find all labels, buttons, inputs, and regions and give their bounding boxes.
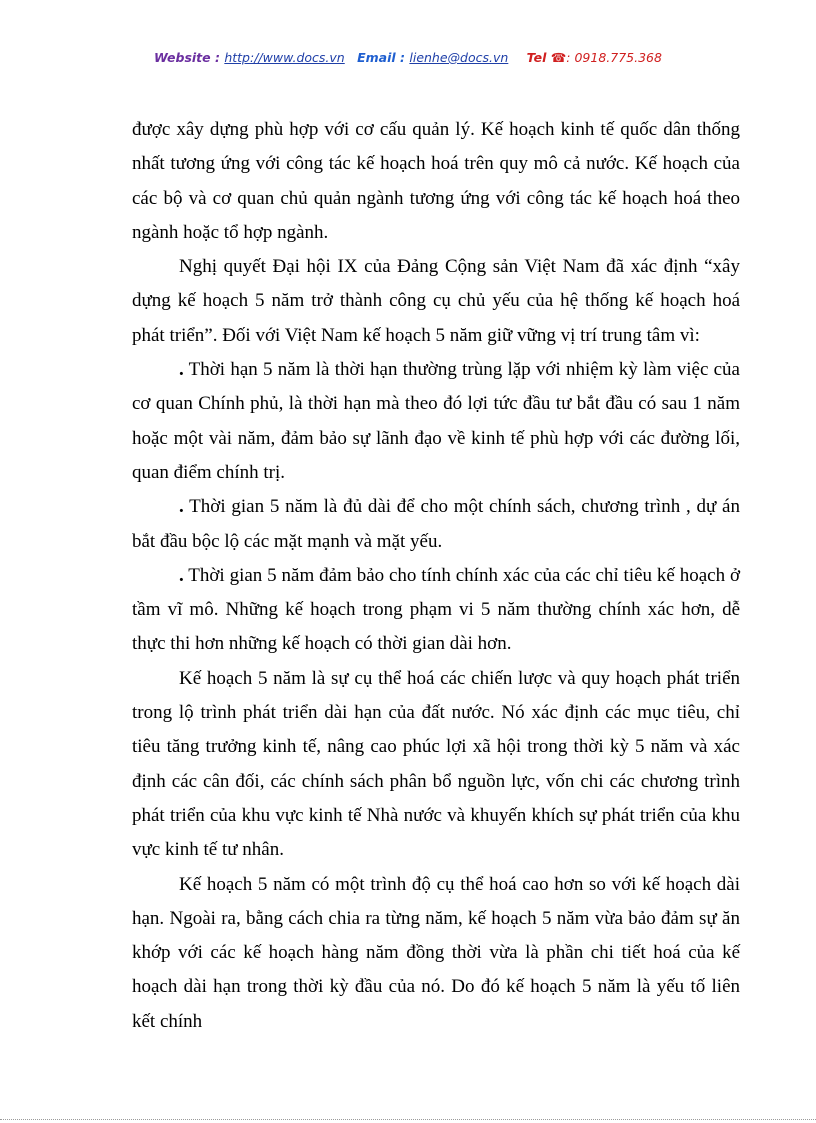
bullet-mark: . — [179, 496, 184, 518]
email-link[interactable]: lienhe@docs.vn — [409, 50, 509, 65]
bullet-item — [132, 490, 740, 559]
page-bottom-divider — [0, 1119, 816, 1120]
document-body — [132, 113, 740, 1039]
tel-number: : 0918.775.368 — [566, 50, 662, 65]
bullet-item — [132, 353, 740, 490]
tel-label: Tel — [526, 50, 551, 65]
page-header — [0, 50, 816, 65]
phone-icon: ☎ — [550, 50, 567, 65]
website-link[interactable]: http://www.docs.vn — [224, 50, 345, 65]
paragraph: Kế hoạch 5 năm là sự cụ thể hoá các chiến lược và quy hoạch phát triển trong lộ trình phát triển dài hạn của đất nước. Nó xác định các mục tiêu, chỉ tiêu tăng trưởng kinh tế, nâng cao phúc lợi xã hội trong thời kỳ 5 năm và xác định các cân đối, các chính sách phân bổ nguồn lực, vốn chi các chương trình phát triển của khu vực kinh tế Nhà nước và khuyến khích sự phát triển của khu vực kinh tế tư nhân. — [132, 667, 740, 861]
email-separator: : — [395, 50, 410, 65]
bullet-item — [132, 559, 740, 662]
website-label: Website : — [154, 50, 225, 65]
email-label: Email — [357, 50, 396, 65]
bullet-mark: . — [179, 564, 184, 586]
bullet-mark: . — [179, 359, 184, 381]
bullet-text: Thời hạn 5 năm là thời hạn thường trùng lặp với nhiệm kỳ làm việc của cơ quan Chính phủ, là thời hạn mà theo đó lợi tức đầu tư bắt đầu có sau 1 năm hoặc một vài năm, đảm bảo sự lãnh đạo về kinh tế phù hợp với các đường lối, quan điểm chính trị. — [132, 359, 740, 483]
bullet-text: Thời gian 5 năm đảm bảo cho tính chính xác của các chỉ tiêu kế hoạch ở tầm vĩ mô. Những kế hoạch trong phạm vi 5 năm thường chính xác hơn, dễ thực thi hơn những kế hoạch có thời gian dài hơn. — [132, 564, 740, 655]
bullet-text: Thời gian 5 năm là đủ dài để cho một chính sách, chương trình , dự án bắt đầu bộc lộ các mặt mạnh và mặt yếu. — [132, 496, 740, 552]
paragraph-continuation: được xây dựng phù hợp với cơ cấu quản lý. Kế hoạch kinh tế quốc dân thống nhất tương ứng với công tác kế hoạch hoá trên quy mô cả nước. Kế hoạch của các bộ và cơ quan chủ quản ngành tương ứng với công tác kế hoạch hoá theo ngành hoặc tổ hợp ngành. — [132, 119, 740, 243]
paragraph: Kế hoạch 5 năm có một trình độ cụ thể hoá cao hơn so với kế hoạch dài hạn. Ngoài ra, bằng cách chia ra từng năm, kế hoạch 5 năm vừa bảo đảm sự ăn khớp với các kế hoạch hàng năm đồng thời vừa là phần chi tiết hoá của kế hoạch dài hạn trong thời kỳ đầu của nó. Do đó kế hoạch 5 năm là yếu tố liên kết chính — [132, 873, 740, 1032]
paragraph: Nghị quyết Đại hội IX của Đảng Cộng sản Việt Nam đã xác định “xây dựng kế hoạch 5 năm trở thành công cụ chủ yếu của hệ thống kế hoạch hoá phát triển”. Đối với Việt Nam kế hoạch 5 năm giữ vững vị trí trung tâm vì: — [132, 256, 740, 346]
